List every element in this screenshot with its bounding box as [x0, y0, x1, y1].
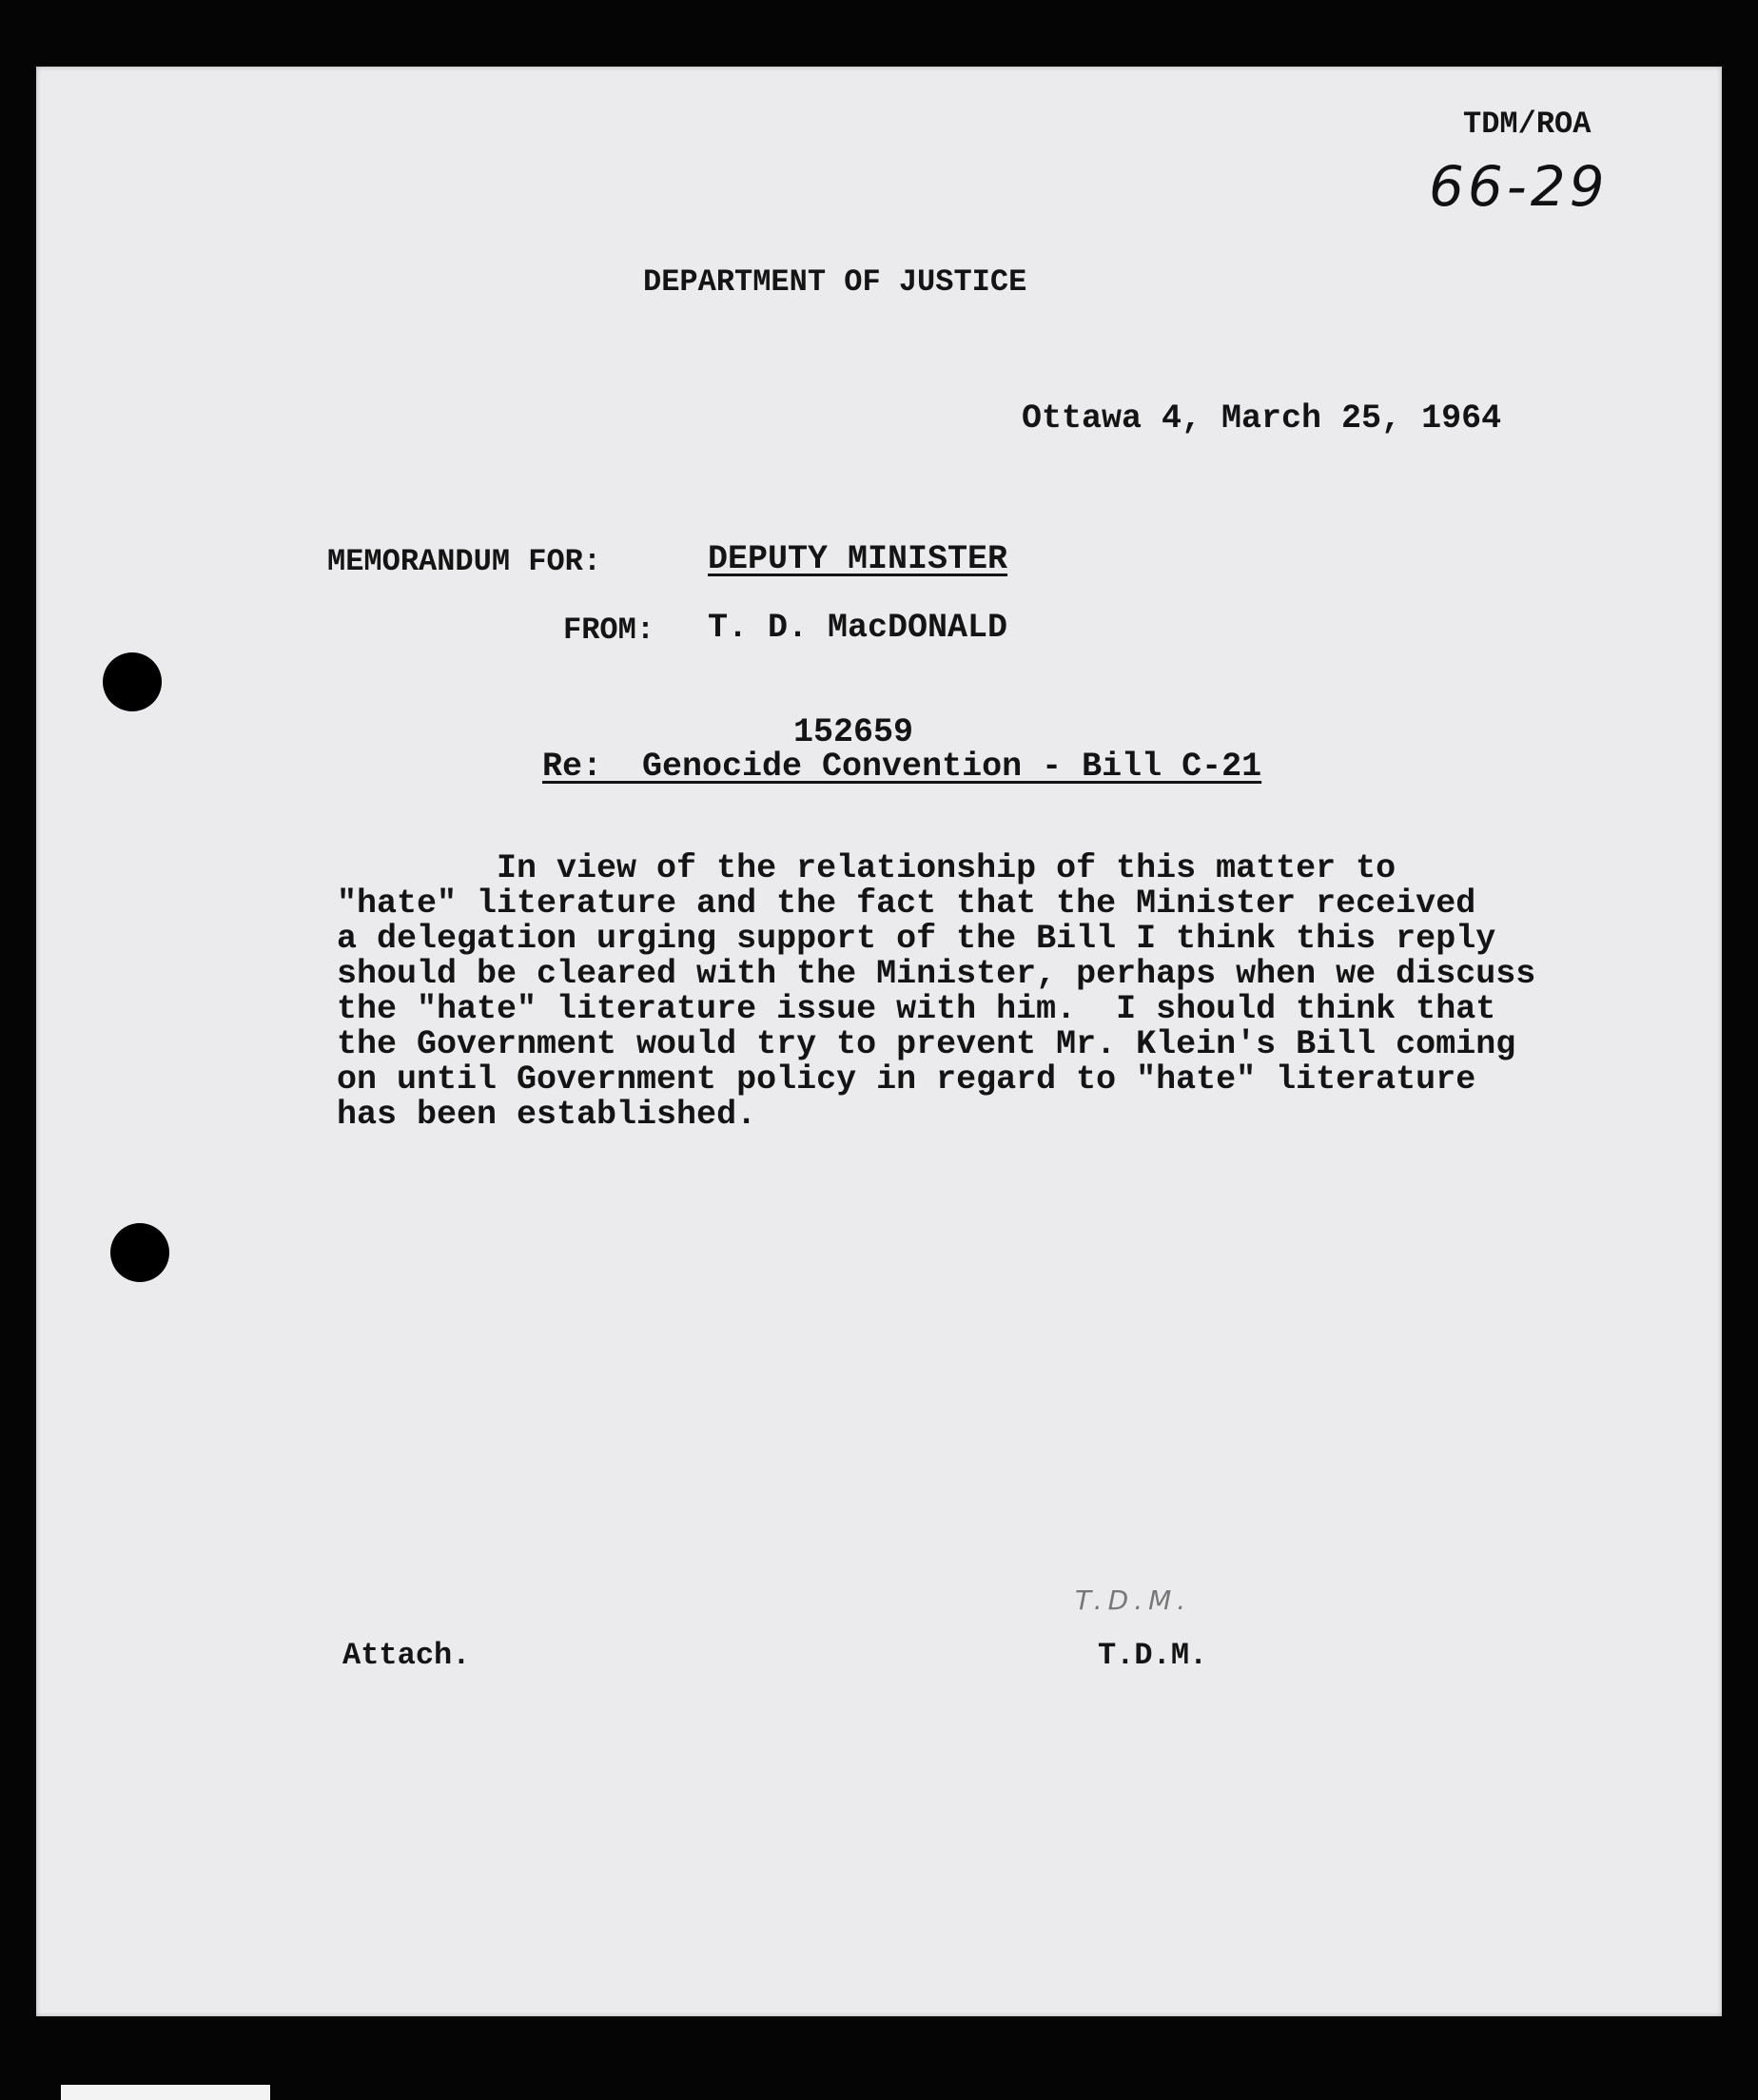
body-line: "hate" literature and the fact that the Minister received: [337, 885, 1476, 923]
body-line: a delegation urging support of the Bill I think this reply: [337, 920, 1496, 958]
typed-signature: T.D.M.: [1098, 1638, 1208, 1673]
department-heading: DEPARTMENT OF JUSTICE: [643, 264, 1027, 300]
body-line: on until Government policy in regard to "hate" literature: [337, 1060, 1476, 1099]
body-line: the "hate" literature issue with him. I should think that: [337, 990, 1496, 1028]
body-line: In view of the relationship of this matter to: [337, 849, 1397, 887]
date-line: Ottawa 4, March 25, 1964: [1022, 399, 1502, 438]
memo-from-value: T. D. MacDONALD: [708, 609, 1008, 647]
attach-label: Attach.: [342, 1638, 471, 1673]
handwritten-signature: T.D.M.: [1075, 1585, 1192, 1616]
reference-code: TDM/ROA: [1463, 107, 1592, 142]
scan-edge-tab: [61, 2085, 270, 2100]
body-line: the Government would try to prevent Mr. Klein's Bill coming: [337, 1025, 1516, 1063]
body-paragraph: [337, 851, 1535, 1133]
subject-line: Re: Genocide Convention - Bill C-21: [542, 748, 1262, 786]
punch-hole-bottom: [110, 1223, 169, 1282]
file-number: 152659: [793, 713, 914, 751]
punch-hole-top: [103, 652, 162, 711]
body-line: has been established.: [337, 1096, 757, 1134]
memo-for-value: DEPUTY MINISTER: [708, 540, 1008, 578]
body-line: should be cleared with the Minister, perhaps when we discuss: [337, 955, 1536, 993]
memo-for-label: MEMORANDUM FOR:: [327, 544, 602, 579]
handwritten-file-number: 66-29: [1429, 154, 1609, 219]
memo-from-label: FROM:: [563, 612, 655, 648]
